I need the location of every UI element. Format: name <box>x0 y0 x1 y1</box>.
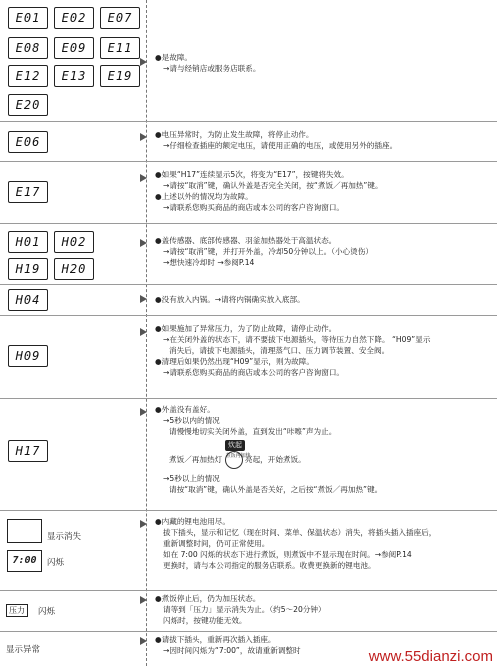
description <box>155 169 491 213</box>
row-battery <box>0 510 497 591</box>
arrow-icon <box>140 295 147 303</box>
description <box>155 294 491 305</box>
arrow-icon <box>140 596 147 604</box>
error-code-display: E06 <box>8 131 48 153</box>
arrow-icon <box>140 408 147 416</box>
error-code-display: E02 <box>54 7 94 29</box>
pressure-indicator: 压力 <box>6 604 28 617</box>
row-e17 <box>0 161 497 224</box>
text-line: ●盖传感器、底部传感器、羽釜加热器处于高温状态。 <box>155 236 337 245</box>
arrow-icon <box>140 239 147 247</box>
text-line: 拔下插头，显示和记忆（现在时间、菜单、保温状态）消失，将插头插入插座后， <box>163 528 437 537</box>
text-line: ●内藏的锂电池用尽。 <box>155 517 230 526</box>
arrow-icon <box>140 520 147 528</box>
text-line: ●如果“H17”连续显示5次，将变为“E17”，按键将失效。 <box>155 170 349 179</box>
text-line: ●清理后如果仍然出现“H09”显示，则为故障。 <box>155 357 314 366</box>
error-code-display: E01 <box>8 7 48 29</box>
arrow-icon <box>140 328 147 336</box>
text-line: ●外盖没有盖好。 <box>155 405 215 414</box>
arrow-icon <box>140 133 147 141</box>
text-line: →5秒以上的情况 <box>163 474 220 483</box>
error-code-display: H19 <box>8 258 48 280</box>
row-fault-codes <box>0 0 497 122</box>
cook-reheat-button-icon: 煮饭再加热 <box>225 451 243 469</box>
row-h04 <box>0 284 497 316</box>
text-line: 亮起，开始煮饭。 <box>245 455 306 464</box>
text-line: 煮饭／再加热灯 <box>169 455 223 464</box>
text-line: →请与经销店或服务店联系。 <box>163 64 261 73</box>
error-code-display: E08 <box>8 37 48 59</box>
text-line: 请等到「压力」显示消失为止。（约5～20分钟） <box>163 605 326 614</box>
description <box>155 52 491 74</box>
text-line: 更换时，请与本公司指定的服务店联系。收费更换新的锂电池。 <box>163 561 376 570</box>
row-h-codes <box>0 223 497 285</box>
description <box>155 593 491 626</box>
watermark: www.55dianzi.com <box>368 648 493 665</box>
arrow-icon <box>140 174 147 182</box>
error-code-display: E19 <box>100 65 140 87</box>
description <box>155 404 491 495</box>
description <box>155 516 491 571</box>
label-blinking: 闪烁 <box>38 607 56 617</box>
text-line: ●请拔下插头，重新再次插入插座。 <box>155 635 276 644</box>
description <box>155 323 491 378</box>
text-line: ●煮饭停止后，仍为加压状态。 <box>155 594 261 603</box>
error-code-display: E11 <box>100 37 140 59</box>
text-line: ●如果施加了异常压力，为了防止故障，请停止动作。 <box>155 324 337 333</box>
cook-indicator-tag: 炊起 <box>225 440 245 451</box>
error-code-display: H02 <box>54 231 94 253</box>
text-line: →请按“取消”键，确认外盖是否完全关闭，按“煮饭／再加热”键。 <box>163 181 383 190</box>
row-pressure <box>0 590 497 632</box>
text-line: →请联系您购买商品的商店或本公司的客户咨询窗口。 <box>163 368 345 377</box>
text-line: ●电压异常时，为防止发生故障，将停止动作。 <box>155 130 314 139</box>
time-display: 7:00 <box>7 550 42 572</box>
text-line: ●是故障。 <box>155 53 193 62</box>
text-line: →请联系您购买商品的商店或本公司的客户咨询窗口。 <box>163 203 345 212</box>
description <box>155 129 491 151</box>
text-line: 如在 7:00 闪烁的状态下进行煮饭，则煮饭中不显示现在时间。→参阅P.14 <box>163 550 412 559</box>
text-line: →因时间闪烁为“7:00”，故请重新调整时 <box>163 646 301 655</box>
error-code-display: E20 <box>8 94 48 116</box>
row-h17 <box>0 398 497 511</box>
error-code-display: E12 <box>8 65 48 87</box>
text-line: 重新调整时间，仍可正常使用。 <box>163 539 270 548</box>
error-code-display: H04 <box>8 289 48 311</box>
text-line: 消失后，请拔下电源插头，清理蒸气口、压力调节装置、安全阀。 <box>169 346 390 355</box>
text-line: ●上述以外的情况均为故障。 <box>155 192 253 201</box>
text-line: →想快速冷却时 →参阅P.14 <box>163 258 255 267</box>
error-code-display: H20 <box>54 258 94 280</box>
arrow-icon <box>140 58 147 66</box>
error-code-display: E07 <box>100 7 140 29</box>
label-display-error: 显示异常 <box>6 645 41 655</box>
text-line: 请按“取消”键，确认外盖是否关好，之后按“煮饭／再加热”键。 <box>169 485 383 494</box>
text-line: →5秒以内的情况 <box>163 416 220 425</box>
text-line: →请按“取消”键，并打开外盖，冷却50分钟以上。（小心烫伤） <box>163 247 373 256</box>
error-code-display: H09 <box>8 345 48 367</box>
error-code-display: H01 <box>8 231 48 253</box>
label-blinking: 闪烁 <box>47 558 65 568</box>
text-line: ●没有放入内锅。→请将内锅确实放入底部。 <box>155 295 305 304</box>
text-line: 闪烁时，按键功能无效。 <box>163 616 247 625</box>
text-line: →在关闭外盖的状态下，请不要拔下电源插头，等待压力自然下降。 “H09”显示 <box>163 335 431 344</box>
text-line: 请慢慢地切实关闭外盖，直到发出“咔嚓”声为止。 <box>169 427 337 436</box>
row-h09 <box>0 315 497 399</box>
error-code-display: H17 <box>8 440 48 462</box>
error-code-display: E13 <box>54 65 94 87</box>
text-line: →仔细检查插座的额定电压，请使用正确的电压，或使用另外的插座。 <box>163 141 398 150</box>
label-display-off: 显示消失 <box>47 532 82 542</box>
row-e06 <box>0 121 497 162</box>
arrow-icon <box>140 637 147 645</box>
blank-display <box>7 519 42 543</box>
error-code-display: E09 <box>54 37 94 59</box>
error-code-display: E17 <box>8 181 48 203</box>
description <box>155 235 491 268</box>
